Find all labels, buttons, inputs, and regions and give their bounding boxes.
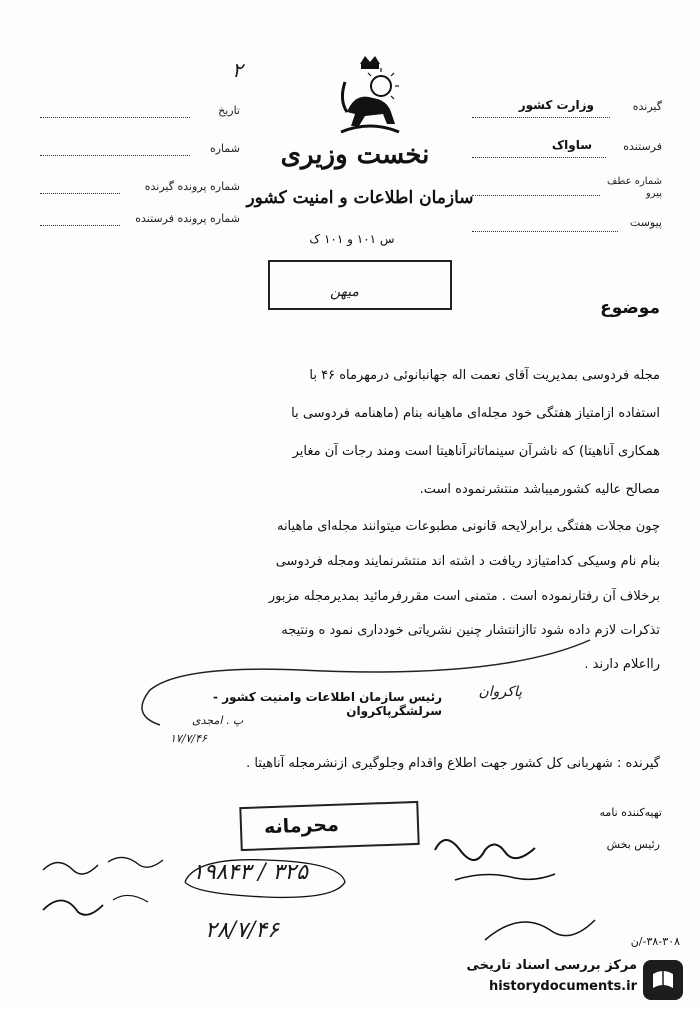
recipient-copy-line: گیرنده : شهربانی کل کشور جهت اطلاع واقدام وجلوگیری ازنشرمجله آناهیتا . — [246, 756, 660, 771]
section-head-label: رئیس بخش — [606, 838, 660, 851]
body-line: استفاده ازامتیاز هفتگی خود مجله‌ای ماهیانه بنام (ماهنامه فردوسی با — [291, 406, 660, 421]
body-line: چون مجلات هفتگی برابرلایحه قانونی مطبوعات میتوانند مجله‌ای ماهیانه — [276, 519, 660, 534]
document-code: ۳۸-۳۰۸-/ن — [630, 935, 680, 948]
field-label: تاریخ — [218, 104, 240, 117]
field-label: شماره پرونده گیرنده — [144, 180, 240, 193]
prepared-by-label: تهیه‌کننده نامه — [599, 806, 662, 819]
field-label: شماره پرونده فرستنده — [135, 212, 240, 225]
body-line: تذکرات لازم داده شود تاازانتشار چنین نشریاتی خودداری نمود ه ونتیجه — [281, 623, 660, 638]
handwritten-flourish-icon — [480, 900, 600, 960]
org-title-line2: سازمان اطلاعات و امنیت کشور — [246, 188, 474, 208]
field-label: شماره عطف پیرو — [607, 176, 662, 199]
body-line: مجله فردوسی بمدیریت آقای نعمت اله جهانبانوئی درمهرماه ۴۶ با — [309, 368, 660, 383]
signature-title: رئیس سازمان اطلاعات وامنیت کشور - سرلشگرپاکروان — [213, 690, 442, 718]
handwritten-registry-number: ۱۹۸۴۳ / ۳۲۵ — [192, 860, 308, 885]
field-label: گیرنده — [632, 100, 662, 113]
body-line: مصالح عالیه کشورمیباشد منتشرنموده است. — [419, 482, 660, 497]
field-label: پیوست — [629, 216, 662, 229]
signature-initials: پ . امجدی — [192, 714, 244, 727]
watermark — [412, 955, 687, 1003]
watermark-url: historydocuments.ir — [488, 979, 637, 994]
confidential-stamp — [239, 801, 419, 851]
form-code: س ۱۰۱ و ۱۰۱ ک — [309, 232, 395, 246]
confidential-stamp-text: محرمانه — [263, 813, 340, 839]
subject-stamp-box — [268, 260, 452, 310]
field-label: شماره — [209, 142, 240, 155]
subject-stamp-text: میهن — [330, 284, 359, 300]
archive-logo-icon — [643, 960, 683, 1000]
body-line: برخلاف آن رفتارنموده است . متمنی است مقررفرمائید بمدیرمجله مزبور — [268, 589, 660, 604]
field-value: وزارت کشور — [518, 98, 594, 112]
watermark-title: مرکز بررسی اسناد تاریخی — [466, 958, 637, 973]
subject-label: موضوع — [600, 298, 660, 318]
handwritten-registry-date: ۲۸/۷/۴۶ — [205, 918, 279, 943]
field-value: ساواک — [551, 138, 592, 152]
body-line: بنام نام وسیکی کدامتیازد ریافت د اشته اند منتشرنمایند ومجله فردوسی — [275, 554, 660, 569]
top-handwritten-mark: ۲ — [232, 58, 243, 82]
signature-handwritten: پاکروان — [478, 684, 522, 700]
lion-and-sun-emblem-icon — [325, 52, 415, 142]
signature-date: ۱۷/۷/۴۶ — [170, 732, 207, 745]
field-label: فرستنده — [623, 140, 662, 153]
handwritten-signature-scribble-icon — [425, 820, 575, 900]
handwritten-left-notes-icon — [38, 850, 168, 930]
body-line: همکاری آناهیتا) که ناشرآن سینماتاترآناهیتا است ومند رجات آن مغایر — [292, 444, 660, 459]
body-line: رااعلام دارند . — [584, 657, 660, 672]
org-title-line1: نخست وزیری — [280, 140, 430, 170]
